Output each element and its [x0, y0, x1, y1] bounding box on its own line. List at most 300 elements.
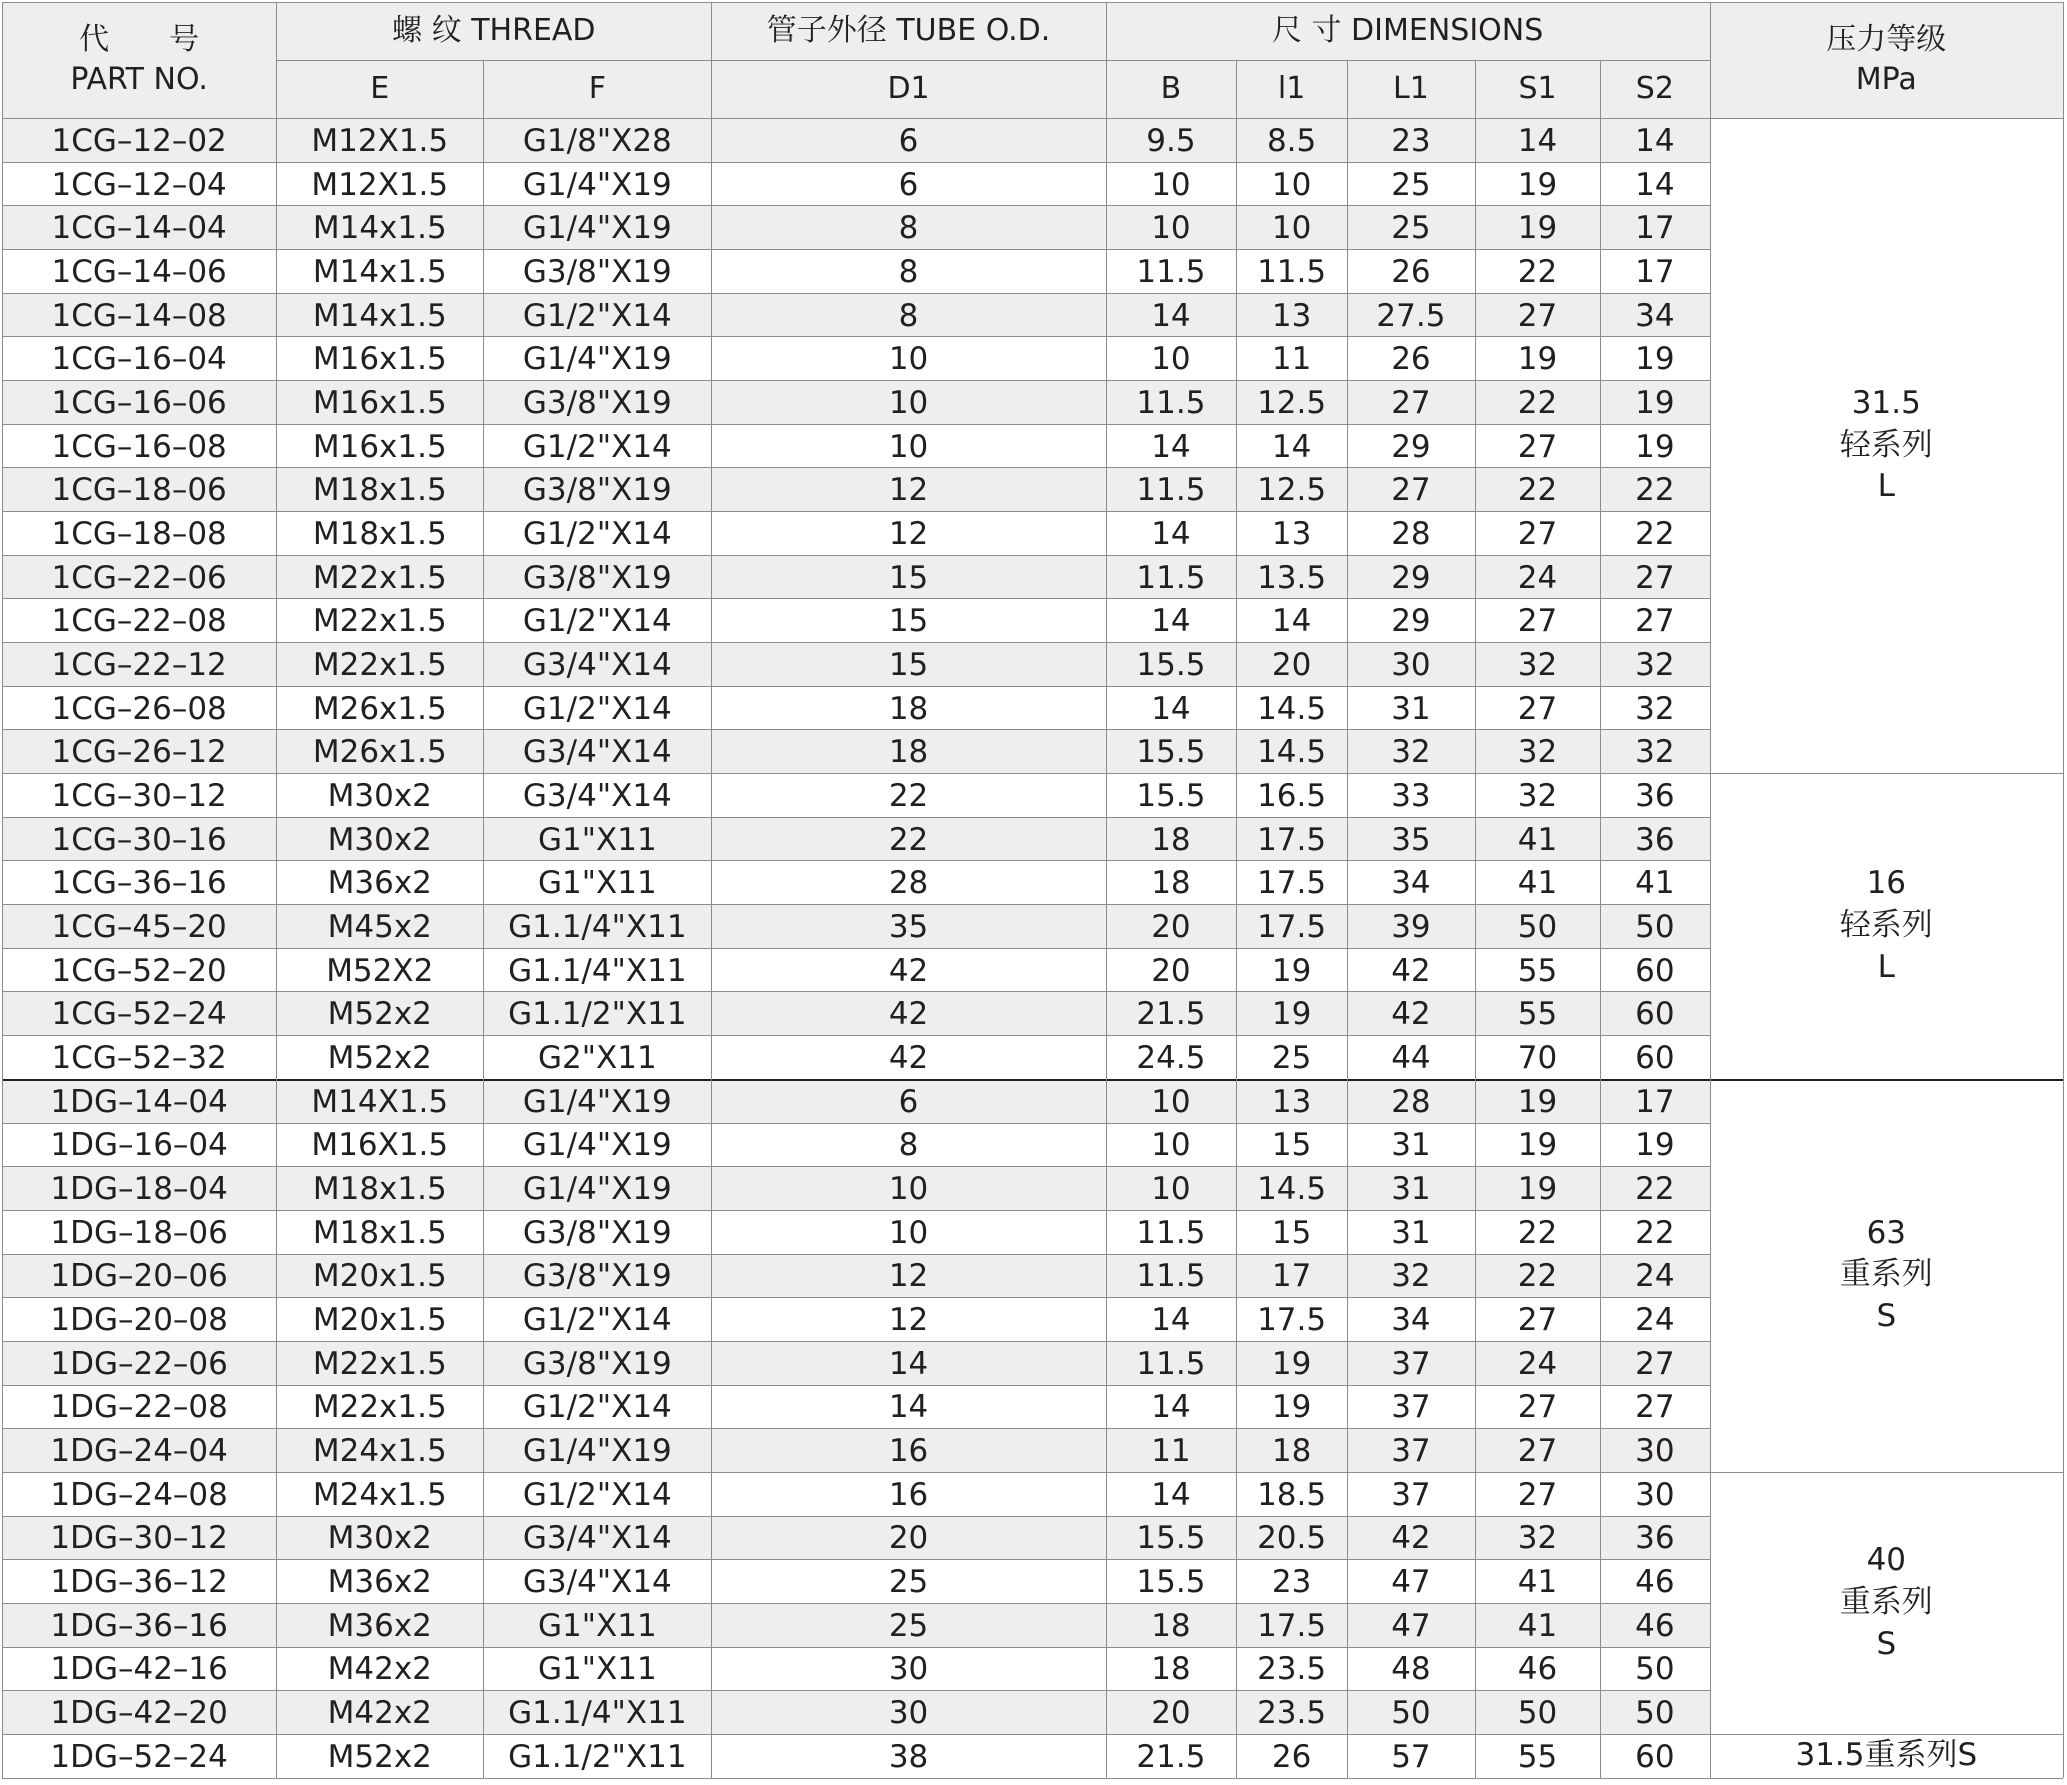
grid-hline [2, 729, 1710, 730]
cell-dim-b: 15.5 [1136, 1564, 1206, 1601]
cell-dim-b: 14 [1151, 1389, 1191, 1426]
cell-dim-l1-lower: 23.5 [1257, 1651, 1327, 1688]
cell-tube-od-d1: 14 [888, 1389, 929, 1426]
cell-tube-od-d1: 6 [898, 166, 919, 203]
cell-dim-b: 18 [1151, 865, 1191, 902]
cell-dim-l1-lower: 15 [1271, 1214, 1312, 1251]
cell-thread-f: G1"X11 [537, 1651, 657, 1688]
cell-dim-b: 20 [1151, 1695, 1191, 1732]
cell-dim-s2: 32 [1635, 690, 1675, 727]
cell-dim-s1: 27 [1517, 1476, 1558, 1513]
cell-dim-l1-lower: 26 [1271, 1738, 1312, 1775]
cell-thread-f: G1/4"X19 [522, 1083, 672, 1120]
grid-hline [2, 642, 1710, 643]
cell-dim-b: 11.5 [1136, 472, 1206, 509]
pressure-group-line: S [1876, 1298, 1897, 1335]
pressure-group [1710, 118, 2063, 773]
cell-thread-e: M52x2 [327, 1738, 432, 1775]
cell-tube-od-d1: 8 [898, 1127, 919, 1164]
cell-thread-e: M22x1.5 [312, 559, 447, 596]
cell-dim-b: 15.5 [1136, 734, 1206, 771]
spec-table [2, 2, 2063, 1782]
cell-dim-l1-lower: 13 [1271, 297, 1312, 334]
cell-dim-l1-lower: 17.5 [1257, 865, 1327, 902]
cell-dim-l1: 31 [1391, 1171, 1431, 1207]
cell-part-no: 1CG–22–12 [51, 646, 227, 683]
cell-tube-od-d1: 18 [888, 690, 929, 727]
cell-dim-l1: 33 [1391, 777, 1431, 814]
cell-dim-b: 18 [1151, 1651, 1191, 1688]
cell-dim-s2: 60 [1635, 1738, 1675, 1775]
cell-dim-l1: 31 [1391, 1127, 1431, 1164]
grid-vline [2063, 2, 2064, 1778]
cell-part-no: 1DG–20–08 [50, 1302, 228, 1339]
grid-hline [1710, 773, 2063, 774]
cell-dim-l1: 42 [1391, 996, 1431, 1033]
cell-tube-od-d1: 12 [888, 515, 929, 552]
pressure-group-line: 31.5重系列S [1795, 1736, 1978, 1773]
cell-part-no: 1DG–30–12 [50, 1520, 228, 1557]
cell-dim-l1-lower: 10 [1271, 210, 1312, 247]
cell-part-no: 1CG–26–12 [51, 734, 227, 771]
cell-tube-od-d1: 12 [888, 1258, 929, 1295]
cell-dim-l1: 35 [1391, 821, 1431, 858]
cell-dim-b: 10 [1151, 1083, 1191, 1120]
cell-thread-f: G3/8"X19 [522, 472, 672, 509]
cell-dim-l1-lower: 19 [1271, 1345, 1312, 1382]
cell-dim-l1-lower: 16.5 [1257, 777, 1327, 814]
cell-dim-b: 11.5 [1136, 253, 1206, 290]
grid-hline [2, 1123, 1710, 1124]
cell-thread-e: M22x1.5 [312, 1345, 447, 1382]
cell-thread-e: M18x1.5 [312, 515, 447, 552]
cell-dim-s1: 19 [1517, 1171, 1558, 1207]
cell-part-no: 1CG–26–08 [51, 690, 227, 727]
pressure-group [1710, 1472, 2063, 1734]
cell-thread-f: G1/2"X14 [522, 1476, 672, 1513]
cell-thread-f: G1/4"X19 [522, 210, 672, 247]
cell-dim-s1: 24 [1517, 1345, 1558, 1382]
cell-dim-s2: 24 [1635, 1302, 1675, 1339]
header-sub-s1 [1475, 60, 1600, 118]
cell-dim-s1: 27 [1517, 1389, 1558, 1426]
header-sub-s2 [1600, 60, 1709, 118]
cell-dim-s1: 19 [1517, 1127, 1558, 1164]
cell-thread-e: M26x1.5 [312, 690, 447, 727]
pressure-group-line: 重系列 [1839, 1256, 1933, 1293]
cell-dim-s1: 32 [1517, 646, 1558, 683]
cell-thread-f: G1/4"X19 [522, 1433, 672, 1470]
cell-thread-f: G1.1/4"X11 [508, 1695, 687, 1732]
cell-part-no: 1CG–30–12 [51, 777, 227, 814]
grid-hline [2, 511, 1710, 512]
cell-dim-b: 15.5 [1136, 646, 1206, 683]
cell-dim-l1: 47 [1391, 1607, 1431, 1644]
cell-dim-s2: 60 [1635, 952, 1675, 989]
cell-dim-b: 14 [1151, 603, 1191, 640]
cell-dim-s2: 27 [1635, 603, 1675, 640]
header-sub-l1-line-1: L1 [1393, 70, 1429, 106]
cell-tube-od-d1: 25 [888, 1607, 929, 1644]
cell-dim-l1-lower: 23.5 [1257, 1695, 1327, 1732]
cell-dim-s1: 24 [1517, 559, 1558, 596]
cell-thread-e: M12X1.5 [311, 122, 449, 159]
cell-dim-s2: 41 [1635, 865, 1675, 902]
cell-part-no: 1DG–16–04 [50, 1127, 228, 1164]
grid-hline [2, 249, 1710, 250]
cell-tube-od-d1: 30 [888, 1651, 929, 1688]
grid-hline [2, 1559, 1710, 1560]
cell-dim-l1: 47 [1391, 1564, 1431, 1601]
cell-dim-s1: 22 [1517, 1258, 1558, 1295]
cell-thread-f: G1/2"X14 [522, 603, 672, 640]
cell-tube-od-d1: 22 [888, 777, 929, 814]
cell-thread-e: M20x1.5 [312, 1258, 447, 1295]
cell-thread-e: M22x1.5 [312, 1389, 447, 1426]
cell-dim-l1: 27 [1391, 384, 1431, 421]
cell-dim-s1: 19 [1517, 210, 1558, 247]
cell-dim-l1: 31 [1391, 690, 1431, 727]
cell-thread-e: M45x2 [327, 908, 432, 945]
grid-hline [2, 336, 1710, 337]
cell-dim-s2: 19 [1635, 384, 1675, 421]
pressure-group-line: 40 [1866, 1542, 1907, 1579]
grid-hline [2, 1516, 1710, 1517]
cell-dim-l1-lower: 13.5 [1257, 559, 1327, 596]
cell-dim-s1: 22 [1517, 384, 1558, 421]
header-thread [276, 2, 711, 60]
cell-thread-f: G1/2"X14 [522, 428, 672, 465]
cell-thread-e: M14x1.5 [312, 210, 447, 247]
cell-part-no: 1DG–42–20 [50, 1695, 228, 1732]
cell-dim-l1: 28 [1391, 515, 1431, 552]
cell-part-no: 1DG–24–04 [50, 1433, 228, 1470]
cell-tube-od-d1: 28 [888, 865, 929, 902]
grid-hline [2, 1341, 1710, 1342]
cell-tube-od-d1: 10 [888, 1214, 929, 1251]
cell-dim-s2: 17 [1635, 1083, 1675, 1120]
cell-tube-od-d1: 16 [888, 1476, 929, 1513]
header-tube-od-line-1: 管子外径 TUBE O.D. [766, 12, 1051, 48]
pressure-group-line: 31.5 [1851, 384, 1921, 421]
cell-tube-od-d1: 15 [888, 559, 929, 596]
cell-dim-s1: 27 [1517, 603, 1558, 640]
cell-thread-e: M52x2 [327, 996, 432, 1033]
cell-tube-od-d1: 42 [888, 1039, 929, 1076]
cell-dim-s2: 22 [1635, 472, 1675, 509]
cell-dim-s1: 27 [1517, 690, 1558, 727]
cell-dim-b: 14 [1151, 428, 1191, 465]
cell-dim-l1-lower: 18.5 [1257, 1476, 1327, 1513]
pressure-group-line: S [1876, 1625, 1897, 1662]
cell-thread-f: G1/4"X19 [522, 166, 672, 203]
cell-thread-e: M52X2 [326, 952, 434, 989]
cell-dim-l1: 29 [1391, 428, 1431, 465]
cell-dim-s1: 41 [1517, 1607, 1558, 1644]
grid-vline [1710, 2, 1711, 1778]
cell-part-no: 1CG–14–06 [51, 253, 227, 290]
cell-dim-s1: 22 [1517, 1214, 1558, 1251]
header-part-no-line-2: PART NO. [70, 62, 208, 98]
cell-dim-l1-lower: 19 [1271, 1389, 1312, 1426]
cell-thread-f: G1/4"X19 [522, 1127, 672, 1164]
cell-tube-od-d1: 14 [888, 1345, 929, 1382]
header-sub-d1-line-1: D1 [887, 70, 930, 106]
grid-vline [483, 60, 484, 1778]
grid-hline [2, 1472, 1710, 1473]
cell-tube-od-d1: 8 [898, 297, 919, 334]
grid-hline [2, 555, 1710, 556]
cell-thread-e: M36x2 [327, 1564, 432, 1601]
grid-vline [1600, 60, 1601, 1778]
cell-dim-l1-lower: 19 [1271, 996, 1312, 1033]
cell-dim-b: 18 [1151, 821, 1191, 858]
header-dimensions [1106, 2, 1710, 60]
cell-part-no: 1DG–42–16 [50, 1651, 228, 1688]
cell-dim-s2: 22 [1635, 1214, 1675, 1251]
cell-dim-l1: 31 [1391, 1214, 1431, 1251]
grid-vline [711, 2, 712, 1778]
cell-dim-s1: 27 [1517, 428, 1558, 465]
cell-part-no: 1DG–22–06 [50, 1345, 228, 1382]
header-sub-f-line-1: F [588, 70, 606, 106]
cell-dim-l1-lower: 13 [1271, 515, 1312, 552]
cell-dim-s1: 46 [1517, 1651, 1558, 1688]
grid-hline [2, 860, 1710, 861]
header-dimensions-line-1: 尺 寸 DIMENSIONS [1271, 12, 1544, 48]
cell-part-no: 1DG–14–04 [50, 1083, 228, 1120]
cell-tube-od-d1: 42 [888, 952, 929, 989]
cell-dim-l1-lower: 14.5 [1257, 690, 1327, 727]
cell-thread-e: M26x1.5 [312, 734, 447, 771]
cell-thread-e: M42x2 [327, 1651, 432, 1688]
cell-dim-s1: 27 [1517, 1433, 1558, 1470]
header-pressure-line-2: MPa [1855, 62, 1917, 98]
cell-dim-s2: 34 [1635, 297, 1675, 334]
cell-dim-b: 11 [1151, 1433, 1191, 1470]
cell-dim-s1: 41 [1517, 1564, 1558, 1601]
cell-tube-od-d1: 6 [898, 1083, 919, 1120]
cell-part-no: 1DG–20–06 [50, 1258, 228, 1295]
cell-part-no: 1DG–52–24 [50, 1738, 228, 1775]
header-pressure [1710, 2, 2063, 118]
cell-dim-s1: 19 [1517, 341, 1558, 378]
cell-dim-b: 11.5 [1136, 1345, 1206, 1382]
cell-part-no: 1CG–12–02 [51, 122, 227, 159]
cell-thread-e: M22x1.5 [312, 646, 447, 683]
cell-dim-b: 14 [1151, 297, 1191, 334]
grid-hline [2, 1385, 1710, 1386]
header-part-no [2, 2, 276, 118]
cell-thread-f: G3/8"X19 [522, 1345, 672, 1382]
grid-hline [2, 948, 1710, 949]
cell-dim-l1-lower: 11 [1271, 341, 1312, 378]
cell-thread-f: G1.1/4"X11 [508, 908, 687, 945]
grid-vline [1347, 60, 1348, 1778]
cell-part-no: 1DG–18–04 [50, 1171, 228, 1207]
cell-dim-s2: 46 [1635, 1607, 1675, 1644]
header-sub-e-line-1: E [370, 70, 390, 106]
pressure-group [1710, 773, 2063, 1079]
header-thread-line-1: 螺 纹 THREAD [392, 12, 596, 48]
cell-dim-s2: 30 [1635, 1476, 1675, 1513]
cell-dim-b: 15.5 [1136, 1520, 1206, 1557]
cell-thread-e: M36x2 [327, 865, 432, 902]
cell-dim-l1: 34 [1391, 865, 1431, 902]
cell-dim-l1-lower: 19 [1271, 952, 1312, 989]
cell-dim-l1: 25 [1391, 166, 1431, 203]
cell-dim-l1: 28 [1391, 1083, 1431, 1120]
cell-dim-l1-lower: 17.5 [1257, 1302, 1327, 1339]
cell-thread-f: G3/8"X19 [522, 384, 672, 421]
cell-thread-e: M30x2 [327, 1520, 432, 1557]
cell-thread-e: M36x2 [327, 1607, 432, 1644]
cell-dim-l1-lower: 17.5 [1257, 821, 1327, 858]
cell-thread-e: M24x1.5 [312, 1433, 447, 1470]
cell-dim-s2: 19 [1635, 1127, 1675, 1164]
cell-part-no: 1CG–52–20 [51, 952, 227, 989]
cell-dim-s2: 27 [1635, 559, 1675, 596]
cell-dim-l1: 44 [1391, 1039, 1431, 1076]
grid-hline [276, 60, 1709, 61]
cell-thread-f: G1.1/2"X11 [508, 996, 687, 1033]
cell-dim-l1-lower: 13 [1271, 1083, 1312, 1120]
grid-hline [2, 1603, 1710, 1604]
cell-dim-s2: 14 [1635, 166, 1675, 203]
cell-tube-od-d1: 10 [888, 341, 929, 378]
cell-thread-e: M16X1.5 [311, 1127, 449, 1164]
cell-dim-s1: 55 [1517, 952, 1558, 989]
cell-dim-b: 10 [1151, 1171, 1191, 1207]
header-sub-d1 [711, 60, 1105, 118]
cell-dim-b: 11.5 [1136, 559, 1206, 596]
cell-dim-s2: 60 [1635, 1039, 1675, 1076]
cell-dim-l1: 23 [1391, 122, 1431, 159]
cell-dim-l1: 27 [1391, 472, 1431, 509]
grid-hline [2, 1079, 2063, 1081]
cell-thread-f: G2"X11 [537, 1039, 657, 1076]
grid-hline [2, 1428, 1710, 1429]
cell-thread-f: G3/4"X14 [522, 646, 672, 683]
cell-dim-l1-lower: 12.5 [1257, 472, 1327, 509]
cell-dim-l1-lower: 10 [1271, 166, 1312, 203]
cell-thread-f: G1/2"X14 [522, 1302, 672, 1339]
cell-part-no: 1CG–14–08 [51, 297, 227, 334]
cell-dim-s2: 17 [1635, 253, 1675, 290]
cell-thread-e: M18x1.5 [312, 472, 447, 509]
cell-tube-od-d1: 30 [888, 1695, 929, 1732]
cell-dim-l1-lower: 12.5 [1257, 384, 1327, 421]
cell-part-no: 1DG–36–12 [50, 1564, 228, 1601]
grid-hline [2, 1647, 1710, 1648]
grid-hline [2, 817, 1710, 818]
cell-dim-l1: 42 [1391, 1520, 1431, 1557]
cell-dim-s2: 36 [1635, 777, 1675, 814]
cell-part-no: 1CG–14–04 [51, 210, 227, 247]
cell-thread-e: M14x1.5 [312, 297, 447, 334]
cell-dim-s1: 32 [1517, 1520, 1558, 1557]
grid-hline [2, 1210, 1710, 1211]
cell-dim-l1-lower: 14 [1271, 603, 1312, 640]
cell-dim-l1-lower: 14.5 [1257, 734, 1327, 771]
pressure-group-line: 轻系列 [1839, 426, 1933, 463]
header-sub-s1-line-1: S1 [1518, 70, 1557, 106]
grid-hline [2, 904, 1710, 905]
cell-dim-b: 14 [1151, 690, 1191, 727]
cell-dim-l1: 27.5 [1376, 297, 1446, 334]
cell-part-no: 1CG–52–32 [51, 1039, 227, 1076]
pressure-group-line: 16 [1866, 865, 1907, 902]
header-sub-b [1106, 60, 1237, 118]
cell-tube-od-d1: 38 [888, 1738, 929, 1775]
cell-tube-od-d1: 8 [898, 253, 919, 290]
cell-part-no: 1CG–22–08 [51, 603, 227, 640]
cell-tube-od-d1: 16 [888, 1433, 929, 1470]
cell-tube-od-d1: 10 [888, 384, 929, 421]
grid-hline [2, 1297, 1710, 1298]
cell-dim-s1: 14 [1517, 122, 1558, 159]
cell-dim-s1: 32 [1517, 777, 1558, 814]
cell-dim-l1-lower: 20.5 [1257, 1520, 1327, 1557]
cell-thread-f: G1/8"X28 [522, 122, 672, 159]
pressure-group-line: L [1877, 948, 1895, 985]
cell-part-no: 1CG–45–20 [51, 908, 227, 945]
cell-dim-s2: 27 [1635, 1345, 1675, 1382]
cell-dim-b: 20 [1151, 952, 1191, 989]
cell-thread-f: G1/4"X19 [522, 1171, 672, 1207]
cell-dim-l1: 37 [1391, 1389, 1431, 1426]
cell-thread-f: G3/8"X19 [522, 1214, 672, 1251]
grid-hline [2, 1166, 1710, 1167]
grid-vline [2, 2, 3, 1778]
pressure-group [1710, 1079, 2063, 1472]
pressure-group-line: 63 [1866, 1214, 1907, 1251]
cell-dim-b: 20 [1151, 908, 1191, 945]
cell-dim-s1: 27 [1517, 515, 1558, 552]
cell-tube-od-d1: 6 [898, 122, 919, 159]
grid-hline [2, 293, 1710, 294]
cell-part-no: 1CG–16–08 [51, 428, 227, 465]
cell-dim-l1-lower: 17.5 [1257, 1607, 1327, 1644]
cell-thread-f: G3/4"X14 [522, 734, 672, 771]
cell-tube-od-d1: 12 [888, 1302, 929, 1339]
cell-thread-e: M12X1.5 [311, 166, 449, 203]
cell-dim-b: 11.5 [1136, 1258, 1206, 1295]
cell-dim-b: 14 [1151, 1302, 1191, 1339]
cell-dim-s1: 41 [1517, 821, 1558, 858]
cell-part-no: 1CG–12–04 [51, 166, 227, 203]
header-part-no-line-1: 代 号 [79, 21, 200, 57]
header-sub-l1-lower [1236, 60, 1347, 118]
grid-hline [2, 1734, 1710, 1735]
grid-hline [2, 991, 1710, 992]
cell-thread-e: M30x2 [327, 777, 432, 814]
cell-dim-s1: 22 [1517, 472, 1558, 509]
cell-thread-f: G1/2"X14 [522, 297, 672, 334]
cell-thread-e: M16x1.5 [312, 428, 447, 465]
cell-dim-b: 9.5 [1146, 122, 1196, 159]
pressure-group-line: 轻系列 [1839, 907, 1933, 944]
cell-dim-b: 10 [1151, 341, 1191, 378]
cell-dim-b: 15.5 [1136, 777, 1206, 814]
grid-hline [2, 1778, 2063, 1779]
cell-dim-l1: 39 [1391, 908, 1431, 945]
cell-dim-l1: 37 [1391, 1345, 1431, 1382]
cell-thread-e: M14X1.5 [311, 1083, 449, 1120]
cell-dim-l1-lower: 15 [1271, 1127, 1312, 1164]
cell-dim-s1: 55 [1517, 1738, 1558, 1775]
header-pressure-line-1: 压力等级 [1826, 21, 1947, 57]
